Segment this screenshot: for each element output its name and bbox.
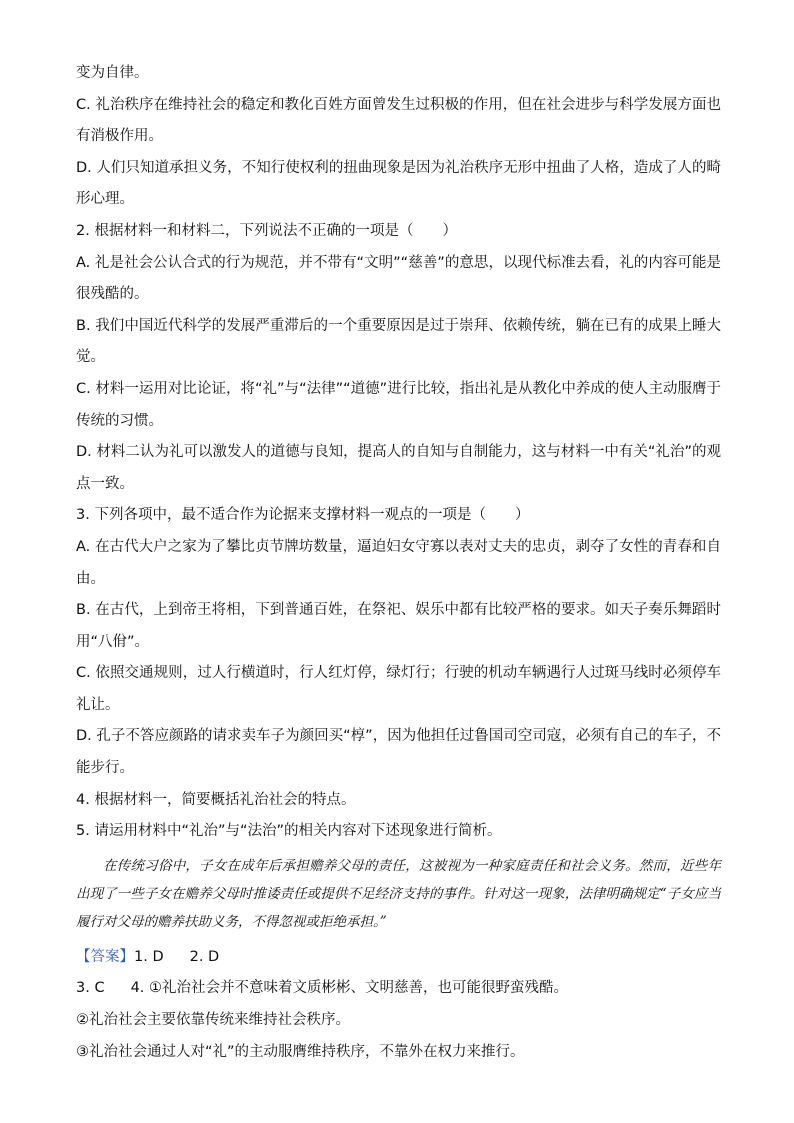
question-5: 5. 请运用材料中“礼治”与“法治”的相关内容对下述现象进行简析。	[76, 823, 502, 840]
option-b-continuation: 变为自律。	[76, 65, 149, 81]
option-2c: C. 材料一运用对比论证，将“礼”与“法律”“道德”进行比较，指出礼是从教化中养成的使人主动服膺于传统的习惯。	[76, 380, 721, 429]
document-page	[76, 58, 721, 1068]
answer-4-point-3: ③礼治社会通过人对“礼”的主动服膺维持秩序，不靠外在权力来推行。	[76, 1043, 525, 1060]
quoted-passage: 在传统习俗中，子女在成年后承担赡养父母的责任，这被视为一种家庭责任和社会义务。然而，近些年出现了一些子女在赡养父母时推诿责任或提供不足经济支持的事件。针对这一现象，法律明确规定“子女应当履行对父母的赡养扶助义务，不得忽视或拒绝承担。”	[76, 857, 721, 930]
option-2d: D. 材料二认为礼可以激发人的道德与良知，提高人的自知与自制能力，这与材料一中有关“礼治”的观点一致。	[76, 444, 721, 492]
option-3b: B. 在古代，上到帝王将相，下到普通百姓，在祭祀、娱乐中都有比较严格的要求。如天子奏乐舞蹈时用“八佾”。	[76, 602, 721, 650]
answer-label: 【答案】	[76, 948, 134, 965]
option-1d: D. 人们只知道承担义务，不知行使权利的扭曲现象是因为礼治秩序无形中扭曲了人格，造成了人的畸形心理。	[76, 159, 721, 208]
answer-2: 2. D	[189, 948, 220, 965]
answer-line-2	[76, 973, 721, 1005]
option-2b: B. 我们中国近代科学的发展严重滞后的一个重要原因是过于崇拜、依赖传统，躺在已有的成果上睡大觉。	[76, 317, 721, 366]
answer-4-point-2: ②礼治社会主要依靠传统来维持社会秩序。	[76, 1012, 350, 1029]
option-3c: C. 依照交通规则，过人行横道时，行人红灯停，绿灯行；行驶的机动车辆遇行人过斑马线时必须停车礼让。	[76, 665, 721, 713]
option-3a: A. 在古代大户之家为了攀比贞节牌坊数量，逼迫妇女守寡以表对丈夫的忠贞，剥夺了女性的青春和自由。	[76, 538, 721, 587]
option-2a: A. 礼是社会公认合式的行为规范，并不带有“文明”“慈善”的意思，以现代标准去看，礼的内容可能是很残酷的。	[76, 254, 721, 303]
question-2: 2. 根据材料一和材料二，下列说法不正确的一项是（ ）	[76, 222, 457, 239]
answer-4-point-1: 4. ①礼治社会并不意味着文质彬彬、文明慈善，也可能很野蛮残酷。	[130, 980, 569, 997]
answer-line-1	[76, 942, 721, 974]
question-4: 4. 根据材料一，简要概括礼治社会的特点。	[76, 791, 356, 808]
question-3: 3. 下列各项中，最不适合作为论据来支撑材料一观点的一项是（ ）	[76, 507, 530, 524]
option-1c: C. 礼治秩序在维持社会的稳定和教化百姓方面曾发生过积极的作用，但在社会进步与科学发展方面也有消极作用。	[76, 96, 721, 145]
answer-1: 1. D	[134, 948, 164, 965]
answer-3: 3. C	[76, 980, 105, 997]
option-3d: D. 孔子不答应颜路的请求卖车子为颜回买“椁”，因为他担任过鲁国司空司寇，必须有自己的车子，不能步行。	[76, 728, 721, 777]
